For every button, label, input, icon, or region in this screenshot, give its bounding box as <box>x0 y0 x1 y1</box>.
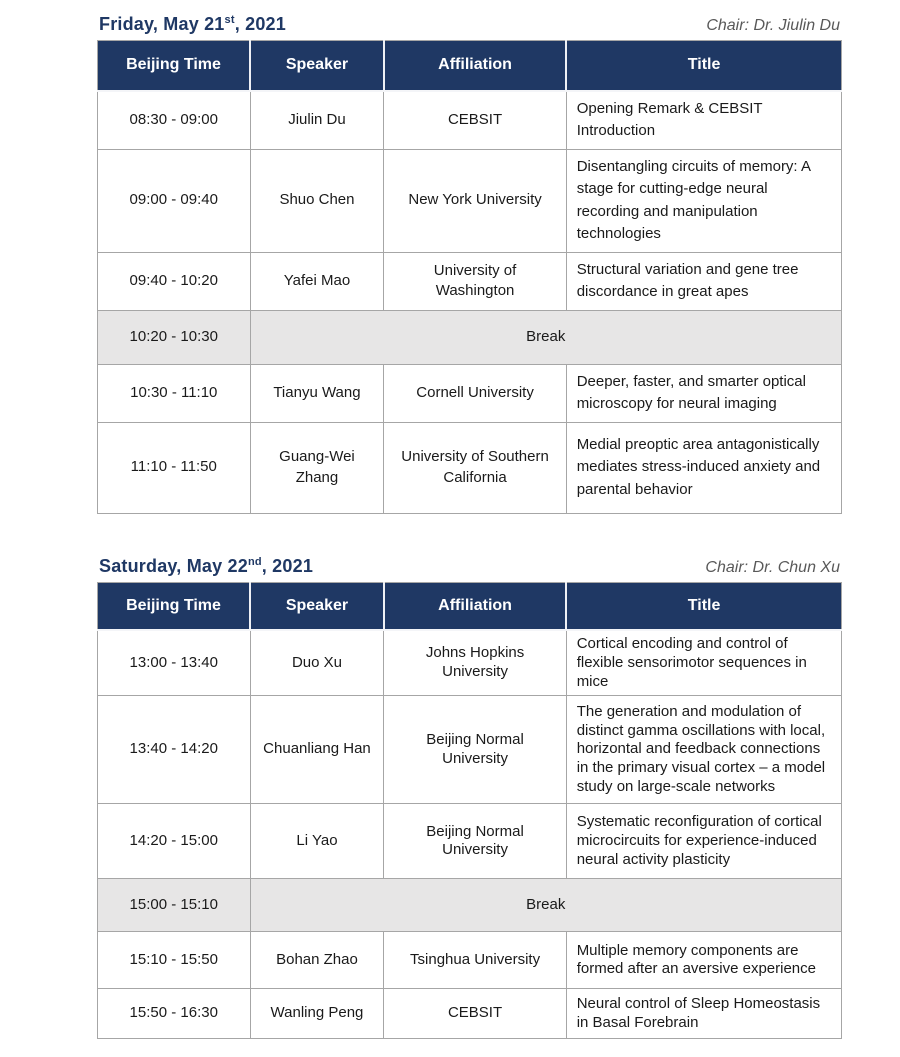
speaker-cell: Tianyu Wang <box>250 364 384 422</box>
time-cell: 11:10 - 11:50 <box>98 422 251 513</box>
header-row <box>98 41 842 91</box>
title-cell: Disentangling circuits of memory: A stage for cutting-edge neural recording and manipulation technologies <box>566 149 841 252</box>
session-date-ordinal: nd <box>247 555 262 568</box>
table-row <box>98 630 842 696</box>
speaker-cell: Wanling Peng <box>250 989 384 1039</box>
time-cell: 15:50 - 16:30 <box>98 989 251 1039</box>
table-row <box>98 364 842 422</box>
affiliation-cell: CEBSIT <box>384 91 566 150</box>
title-cell: Deeper, faster, and smarter optical microscopy for neural imaging <box>566 364 841 422</box>
column-header-speaker: Speaker <box>250 582 384 630</box>
break-cell: Break <box>250 310 841 364</box>
session-date-suffix: , 2021 <box>234 14 286 34</box>
speaker-cell: Bohan Zhao <box>250 932 384 989</box>
session-date-prefix: Saturday, May 22 <box>99 555 248 576</box>
column-header-beijing-time: Beijing Time <box>98 582 251 630</box>
table-row <box>98 804 842 879</box>
affiliation-cell: Johns Hopkins University <box>384 630 566 696</box>
title-cell: The generation and modulation of distinct gamma oscillations with local, horizontal and feedback connections in the primary visual cortex – a model study on large-scale networks <box>566 696 841 804</box>
time-cell: 10:30 - 11:10 <box>98 364 251 422</box>
table-row <box>98 696 842 804</box>
table-row <box>98 989 842 1039</box>
speaker-cell: Li Yao <box>250 804 384 879</box>
title-cell: Systematic reconfiguration of cortical microcircuits for experience-induced neural activity plasticity <box>566 804 841 879</box>
session-date-prefix: Friday, May 21 <box>99 14 225 34</box>
affiliation-cell: Cornell University <box>384 364 566 422</box>
session-chair: Chair: Dr. Jiulin Du <box>706 17 840 34</box>
speaker-cell: Jiulin Du <box>250 91 384 150</box>
time-cell: 09:00 - 09:40 <box>98 149 251 252</box>
session-header <box>97 14 842 35</box>
speaker-cell: Duo Xu <box>250 630 384 696</box>
column-header-title: Title <box>566 582 841 630</box>
time-cell: 15:10 - 15:50 <box>98 932 251 989</box>
affiliation-cell: University of Southern California <box>384 422 566 513</box>
break-row <box>98 879 842 932</box>
column-header-speaker: Speaker <box>250 41 384 91</box>
session-date <box>99 556 313 577</box>
affiliation-cell: Beijing Normal University <box>384 804 566 879</box>
break-cell: Break <box>250 879 841 932</box>
affiliation-cell: CEBSIT <box>384 989 566 1039</box>
column-header-beijing-time: Beijing Time <box>98 41 251 91</box>
table-row <box>98 252 842 310</box>
affiliation-cell: Tsinghua University <box>384 932 566 989</box>
session-chair: Chair: Dr. Chun Xu <box>705 558 840 576</box>
column-header-affiliation: Affiliation <box>384 582 566 630</box>
speaker-cell: Guang-Wei Zhang <box>250 422 384 513</box>
title-cell: Neural control of Sleep Homeostasis in Basal Forebrain <box>566 989 841 1039</box>
session-saturday <box>97 556 842 1040</box>
break-row <box>98 310 842 364</box>
affiliation-cell: New York University <box>384 149 566 252</box>
header-row <box>98 582 842 630</box>
title-cell: Medial preoptic area antagonistically mediates stress-induced anxiety and parental behavior <box>566 422 841 513</box>
speaker-cell: Chuanliang Han <box>250 696 384 804</box>
time-cell: 10:20 - 10:30 <box>98 310 251 364</box>
affiliation-cell: University of Washington <box>384 252 566 310</box>
time-cell: 09:40 - 10:20 <box>98 252 251 310</box>
time-cell: 13:00 - 13:40 <box>98 630 251 696</box>
table-row <box>98 149 842 252</box>
title-cell: Structural variation and gene tree discordance in great apes <box>566 252 841 310</box>
title-cell: Cortical encoding and control of flexible sensorimotor sequences in mice <box>566 630 841 696</box>
session-friday <box>97 14 842 514</box>
time-cell: 13:40 - 14:20 <box>98 696 251 804</box>
column-header-title: Title <box>566 41 841 91</box>
table-row <box>98 422 842 513</box>
title-cell: Multiple memory components are formed after an aversive experience <box>566 932 841 989</box>
session-date <box>99 14 286 35</box>
time-cell: 15:00 - 15:10 <box>98 879 251 932</box>
speaker-cell: Yafei Mao <box>250 252 384 310</box>
table-row <box>98 91 842 150</box>
session-header <box>97 556 842 577</box>
affiliation-cell: Beijing Normal University <box>384 696 566 804</box>
session-date-ordinal: st <box>224 14 235 26</box>
session-date-suffix: , 2021 <box>261 555 314 576</box>
schedule-table-saturday <box>97 582 842 1040</box>
column-header-affiliation: Affiliation <box>384 41 566 91</box>
schedule-table-friday <box>97 40 842 514</box>
title-cell: Opening Remark & CEBSIT Introduction <box>566 91 841 150</box>
time-cell: 08:30 - 09:00 <box>98 91 251 150</box>
time-cell: 14:20 - 15:00 <box>98 804 251 879</box>
speaker-cell: Shuo Chen <box>250 149 384 252</box>
table-row <box>98 932 842 989</box>
